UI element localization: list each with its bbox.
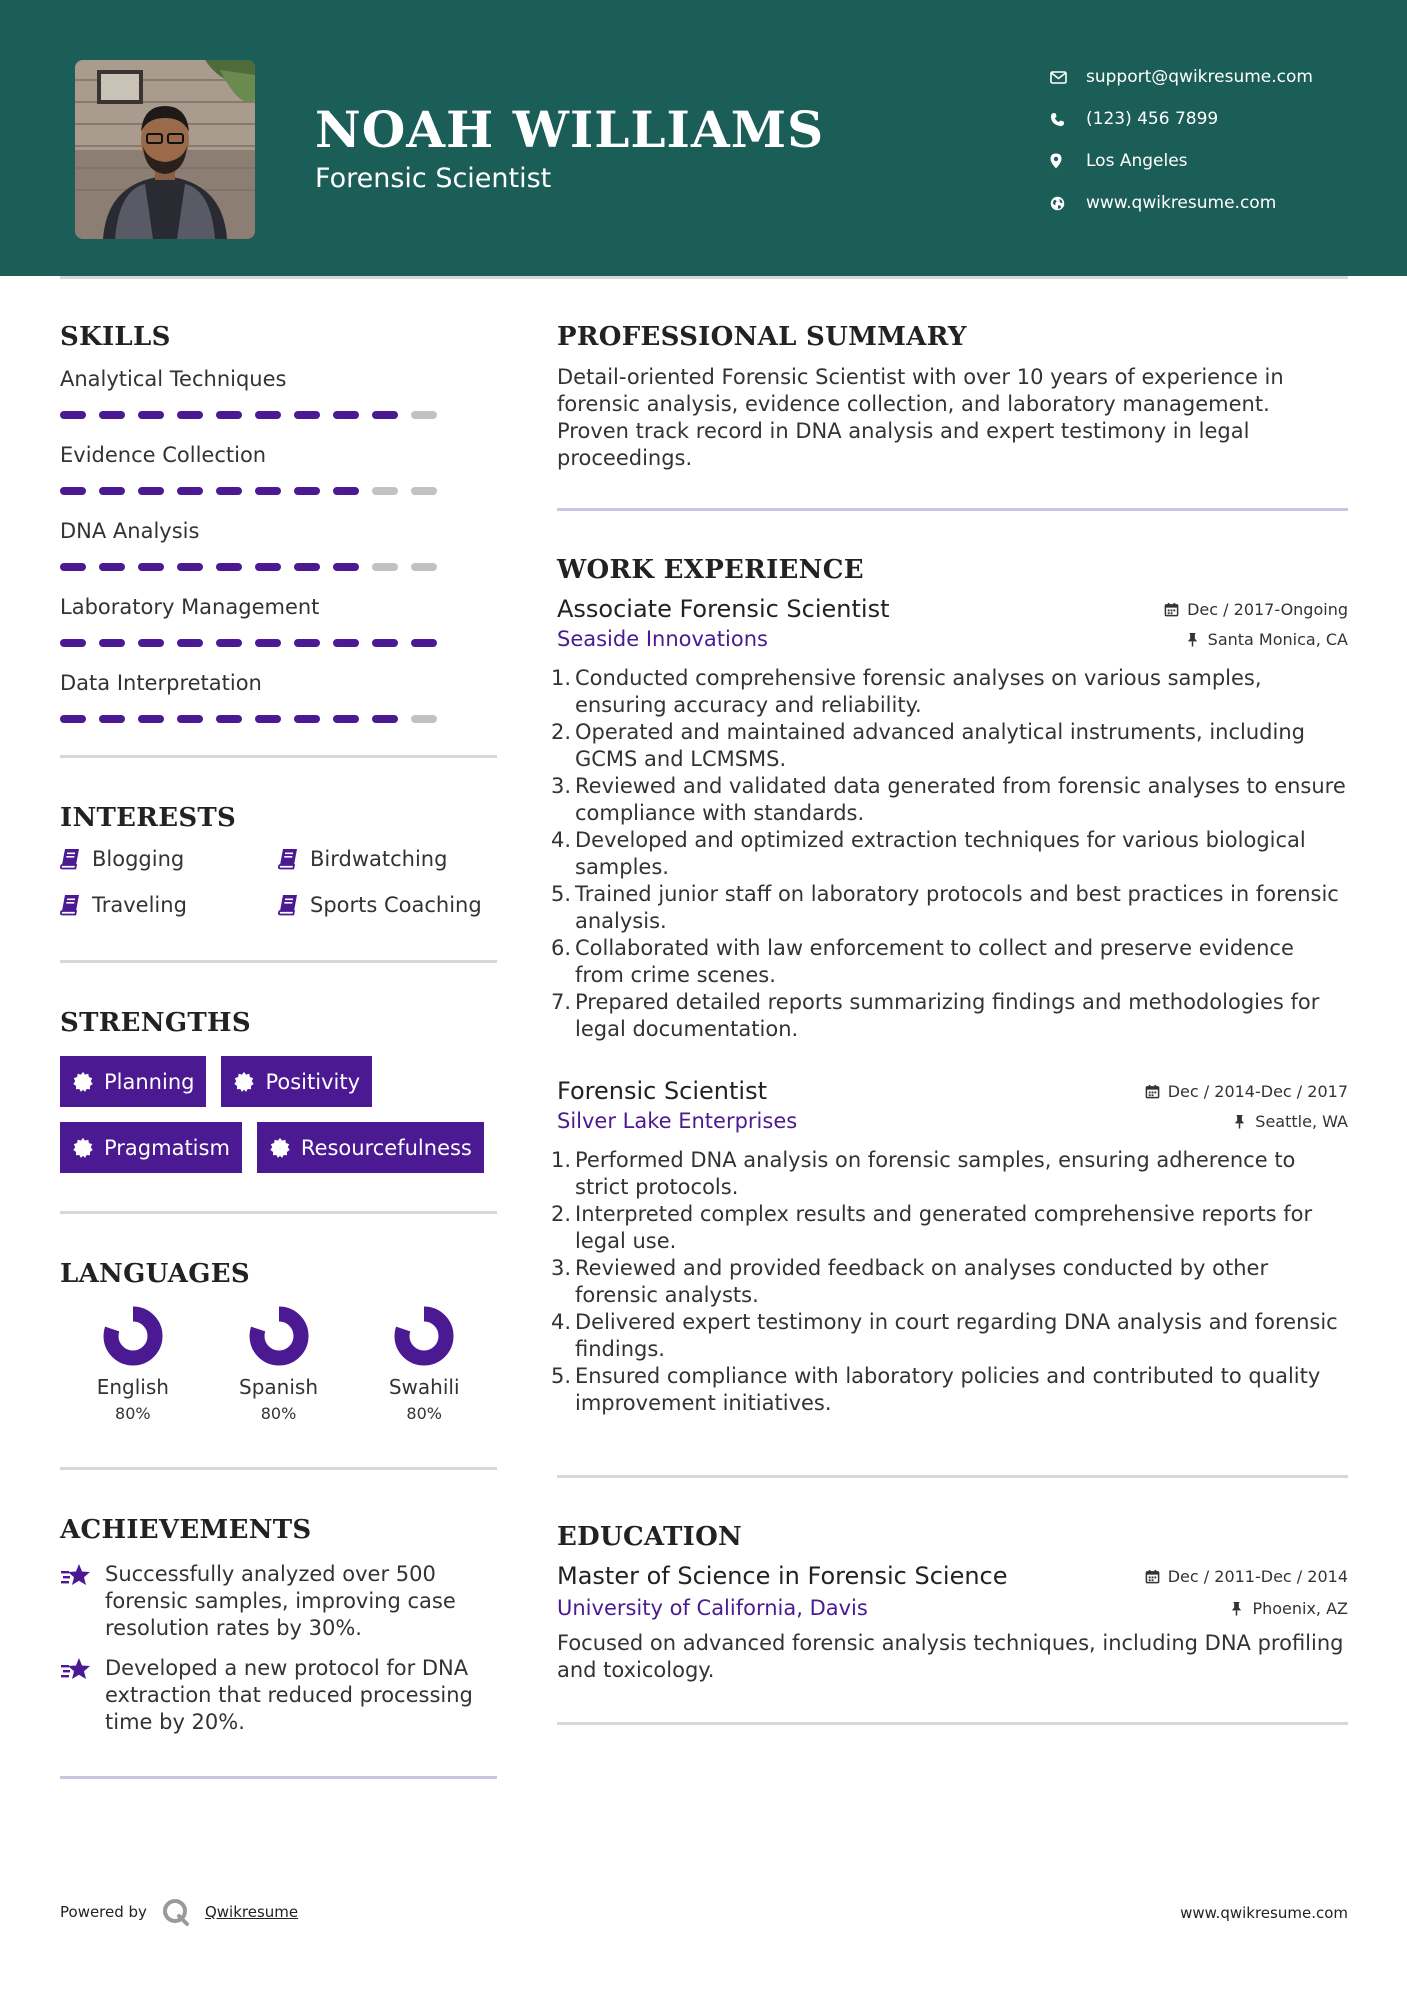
rating-dot	[255, 639, 281, 647]
candidate-name: NOAH WILLIAMS	[315, 100, 825, 159]
language-name: Swahili	[388, 1375, 460, 1399]
rating-dot	[411, 411, 437, 419]
achievements-list	[60, 1561, 497, 1736]
language-item	[60, 1305, 206, 1423]
resume-header	[0, 0, 1407, 276]
company-name: Seaside Innovations	[557, 627, 768, 651]
summary-text: Detail-oriented Forensic Scientist with over 10 years of experience in forensic analysis, evidence collection, and laboratory management. Proven track record in DNA analysis and expert testimony in legal proceedings.	[557, 365, 1284, 470]
candidate-role: Forensic Scientist	[315, 163, 552, 194]
interest-item: Blogging	[60, 846, 278, 872]
rating-dot	[177, 411, 203, 419]
strength-chip: Planning	[60, 1056, 206, 1107]
strength-chip: Positivity	[221, 1056, 372, 1107]
contact-list	[1050, 56, 1313, 224]
rating-dot	[60, 563, 86, 571]
language-level: 80%	[115, 1404, 151, 1423]
rating-dot	[216, 563, 242, 571]
footer-powered-by: Powered by Qwikresume	[60, 1897, 298, 1927]
skill-name: Analytical Techniques	[60, 367, 287, 391]
languages-title: LANGUAGES	[60, 1259, 250, 1289]
list-item: Developed and optimized extraction techniques for various biological samples.	[575, 828, 1306, 879]
rating-dot	[99, 715, 125, 723]
degree-title: Master of Science in Forensic Science	[557, 1562, 1008, 1590]
skills-title: SKILLS	[60, 322, 171, 352]
rating-dot	[411, 563, 437, 571]
skill-item	[60, 367, 497, 443]
qwikresume-logo-icon	[161, 1897, 191, 1927]
rating-dot	[60, 411, 86, 419]
skill-item	[60, 671, 497, 747]
rating-dot	[372, 487, 398, 495]
strengths-list	[60, 1056, 497, 1173]
rating-dot	[255, 411, 281, 419]
interest-item: Traveling	[60, 892, 278, 918]
education-dates: Dec / 2011-Dec / 2014	[1145, 1567, 1348, 1586]
contact-email[interactable]: support@qwikresume.com	[1050, 56, 1313, 98]
rating-dot	[294, 715, 320, 723]
star-icon	[60, 1561, 92, 1589]
job-title: Associate Forensic Scientist	[557, 595, 890, 623]
education-location: Phoenix, AZ	[1229, 1599, 1348, 1618]
badge-icon	[269, 1137, 291, 1159]
education-description: Focused on advanced forensic analysis techniques, including DNA profiling and toxicology.	[557, 1631, 1344, 1682]
rating-dot	[411, 487, 437, 495]
rating-dot	[177, 715, 203, 723]
rating-dot	[177, 639, 203, 647]
rating-dot	[60, 715, 86, 723]
skill-rating	[60, 701, 497, 747]
language-ring	[248, 1305, 310, 1367]
rating-dot	[216, 411, 242, 419]
rating-dot	[99, 563, 125, 571]
rating-dot	[372, 563, 398, 571]
rating-dot	[294, 639, 320, 647]
rating-dot	[372, 639, 398, 647]
header-divider	[60, 276, 1348, 279]
language-item	[206, 1305, 352, 1423]
rating-dot	[138, 563, 164, 571]
skill-rating	[60, 625, 497, 671]
interests-title: INTERESTS	[60, 803, 237, 833]
star-icon	[60, 1655, 92, 1683]
map-pin-icon	[1050, 153, 1086, 169]
job-location: Seattle, WA	[1232, 1112, 1348, 1131]
calendar-icon	[1164, 602, 1179, 617]
rating-dot	[60, 487, 86, 495]
rating-dot	[333, 639, 359, 647]
list-item: Reviewed and validated data generated from forensic analyses to ensure compliance with standards.	[575, 774, 1346, 825]
rating-dot	[372, 411, 398, 419]
badge-icon	[72, 1071, 94, 1093]
language-level: 80%	[260, 1404, 297, 1423]
qwikresume-link[interactable]: Qwikresume	[204, 1903, 299, 1921]
list-item: Delivered expert testimony in court regarding DNA analysis and forensic findings.	[575, 1310, 1338, 1361]
language-item	[351, 1305, 497, 1423]
interests-list	[60, 846, 497, 918]
language-ring	[393, 1305, 455, 1367]
school-name: University of California, Davis	[557, 1596, 868, 1620]
book-icon	[278, 894, 298, 916]
rating-dot	[138, 411, 164, 419]
rating-dot	[294, 411, 320, 419]
rating-dot	[138, 639, 164, 647]
left-column	[60, 322, 497, 1779]
task-list	[557, 665, 1348, 1043]
strength-chip: Resourcefulness	[257, 1122, 484, 1173]
skill-rating	[60, 549, 497, 595]
badge-icon	[233, 1071, 255, 1093]
rating-dot	[60, 639, 86, 647]
rating-dot	[216, 715, 242, 723]
rating-dot	[138, 487, 164, 495]
rating-dot	[294, 487, 320, 495]
rating-dot	[372, 715, 398, 723]
rating-dot	[255, 715, 281, 723]
calendar-icon	[1145, 1569, 1160, 1584]
skill-name: Data Interpretation	[60, 671, 262, 695]
rating-dot	[177, 487, 203, 495]
job-dates: Dec / 2017-Ongoing	[1164, 600, 1348, 619]
pushpin-icon	[1232, 1114, 1247, 1129]
rating-dot	[99, 639, 125, 647]
skill-name: Laboratory Management	[60, 595, 320, 619]
pushpin-icon	[1185, 632, 1200, 647]
rating-dot	[333, 563, 359, 571]
book-icon	[60, 848, 80, 870]
skill-name: Evidence Collection	[60, 443, 267, 467]
job-entry	[557, 1077, 1348, 1417]
language-level: 80%	[406, 1404, 442, 1423]
rating-dot	[177, 563, 203, 571]
rating-dot	[216, 639, 242, 647]
section-divider	[557, 1722, 1348, 1725]
achievements-title: ACHIEVEMENTS	[60, 1515, 312, 1545]
job-location: Santa Monica, CA	[1185, 630, 1348, 649]
experience-title: WORK EXPERIENCE	[557, 555, 864, 585]
globe-icon	[1050, 196, 1086, 211]
rating-dot	[255, 563, 281, 571]
job-entry	[557, 595, 1348, 1043]
footer-url[interactable]: www.qwikresume.com	[1180, 1904, 1348, 1922]
skill-rating	[60, 397, 497, 443]
list-item: Interpreted complex results and generated comprehensive reports for legal use.	[575, 1202, 1313, 1253]
list-item: Operated and maintained advanced analytical instruments, including GCMS and LCMSMS.	[575, 720, 1305, 771]
pushpin-icon	[1229, 1601, 1244, 1616]
strength-chip: Pragmatism	[60, 1122, 242, 1173]
language-ring	[102, 1305, 164, 1367]
list-item: Collaborated with law enforcement to collect and preserve evidence from crime scenes.	[575, 936, 1294, 987]
job-dates: Dec / 2014-Dec / 2017	[1145, 1082, 1348, 1101]
summary-title: PROFESSIONAL SUMMARY	[557, 322, 967, 352]
list-item: Ensured compliance with laboratory policies and contributed to quality improvement initiatives.	[575, 1364, 1321, 1415]
contact-website[interactable]: www.qwikresume.com	[1050, 182, 1313, 224]
skill-item	[60, 595, 497, 671]
education-title: EDUCATION	[557, 1522, 743, 1552]
languages-list	[60, 1305, 497, 1423]
job-title: Forensic Scientist	[557, 1077, 768, 1105]
skill-item	[60, 519, 497, 595]
skill-rating	[60, 473, 497, 519]
skill-item	[60, 443, 497, 519]
achievement-item: Developed a new protocol for DNA extraction that reduced processing time by 20%.	[60, 1655, 497, 1736]
rating-dot	[216, 487, 242, 495]
contact-location: Los Angeles	[1050, 140, 1313, 182]
interest-item: Birdwatching	[278, 846, 497, 872]
list-item: Prepared detailed reports summarizing findings and methodologies for legal documentation.	[575, 990, 1320, 1041]
badge-icon	[72, 1137, 94, 1159]
rating-dot	[333, 487, 359, 495]
rating-dot	[99, 487, 125, 495]
skills-list	[60, 367, 497, 747]
list-item: Reviewed and provided feedback on analyses conducted by other forensic analysts.	[575, 1256, 1269, 1307]
rating-dot	[294, 563, 320, 571]
rating-dot	[138, 715, 164, 723]
interest-item: Sports Coaching	[278, 892, 497, 918]
book-icon	[278, 848, 298, 870]
education-entry	[557, 1562, 1348, 1684]
strengths-title: STRENGTHS	[60, 1008, 251, 1038]
envelope-icon	[1050, 71, 1086, 84]
list-item: Performed DNA analysis on forensic samples, ensuring adherence to strict protocols.	[575, 1148, 1296, 1199]
skill-name: DNA Analysis	[60, 519, 200, 543]
book-icon	[60, 894, 80, 916]
rating-dot	[255, 487, 281, 495]
section-divider	[60, 1776, 497, 1779]
list-item: Trained junior staff on laboratory protocols and best practices in forensic analysis.	[575, 882, 1339, 933]
phone-icon	[1050, 112, 1086, 127]
task-list	[557, 1147, 1348, 1417]
rating-dot	[333, 411, 359, 419]
achievement-item: Successfully analyzed over 500 forensic samples, improving case resolution rates by 30%.	[60, 1561, 497, 1642]
rating-dot	[411, 715, 437, 723]
list-item: Conducted comprehensive forensic analyses on various samples, ensuring accuracy and reliability.	[575, 666, 1262, 717]
language-name: Spanish	[239, 1375, 318, 1399]
right-column	[557, 322, 1348, 1725]
rating-dot	[411, 639, 437, 647]
company-name: Silver Lake Enterprises	[557, 1109, 798, 1133]
rating-dot	[99, 411, 125, 419]
language-name: English	[96, 1375, 169, 1399]
rating-dot	[333, 715, 359, 723]
profile-photo	[75, 60, 255, 239]
contact-phone[interactable]: (123) 456 7899	[1050, 98, 1313, 140]
calendar-icon	[1145, 1084, 1160, 1099]
